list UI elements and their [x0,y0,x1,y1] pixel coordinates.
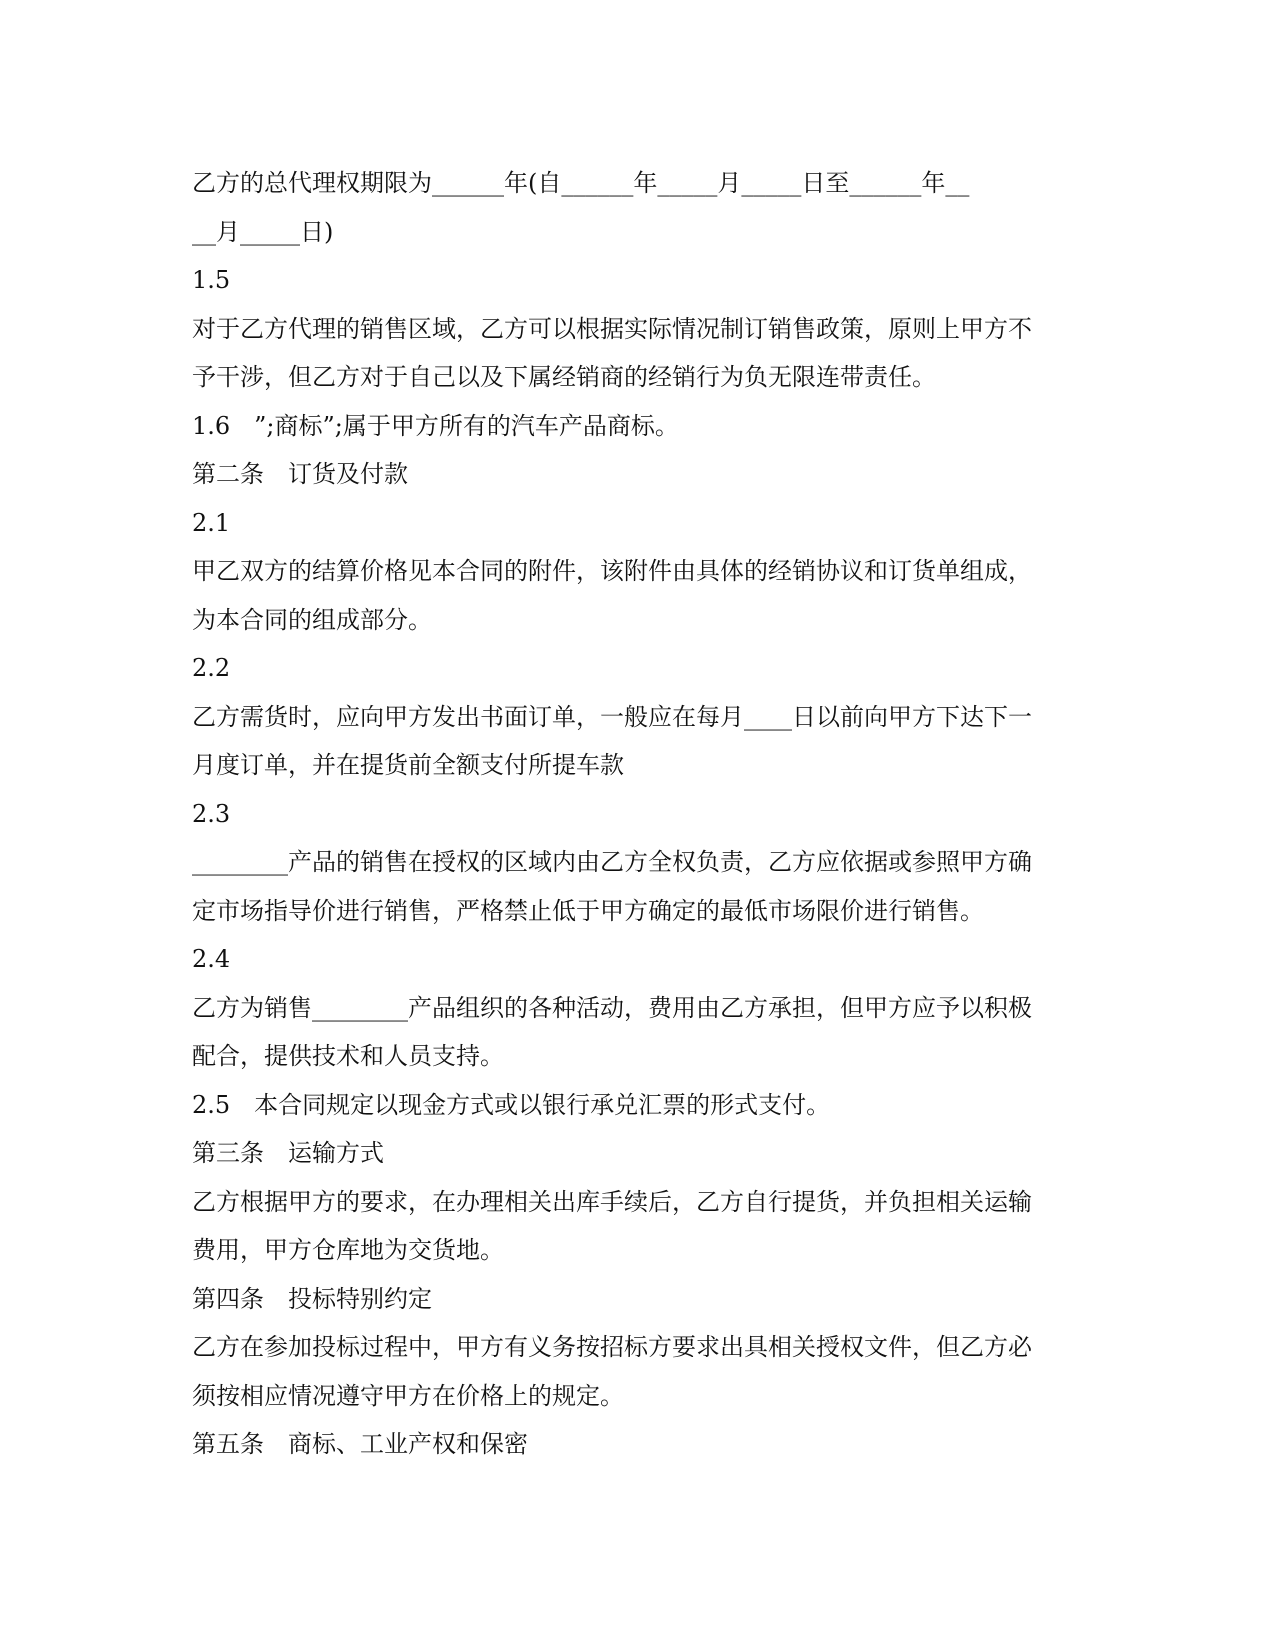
clause-2-5-text: 2.5 本合同规定以现金方式或以银行承兑汇票的形式支付。 [192,1090,831,1119]
clause-number-2-3: 2.3 [192,799,231,828]
clause-number-2-2: 2.2 [192,654,231,682]
clause-number-2-1: 2.1 [192,508,231,537]
article-3-text-cont: 费用，甲方仓库地为交货地。 [192,1236,504,1264]
clause-number-2-4: 2.4 [192,945,231,973]
article-3-text: 乙方根据甲方的要求，在办理相关出库手续后，乙方自行提货，并负担相关运输 [192,1187,1032,1216]
article-5-heading: 第五条 商标、工业产权和保密 [192,1430,528,1458]
term-period-line: 乙方的总代理权期限为______年(自______年_____月_____日至______年__ [192,169,970,197]
article-4-text-cont: 须按相应情况遵守甲方在价格上的规定。 [192,1381,624,1410]
clause-2-1-text: 甲乙双方的结算价格见本合同的附件，该附件由具体的经销协议和订货单组成， [192,557,1032,585]
article-4-text: 乙方在参加投标过程中，甲方有义务按招标方要求出具相关授权文件，但乙方必 [192,1333,1032,1361]
clause-2-4-text: 乙方为销售________产品组织的各种活动，费用由乙方承担，但甲方应予以积极 [192,993,1032,1022]
clause-1-5-text-cont: 予干涉，但乙方对于自己以及下属经销商的经销行为负无限连带责任。 [192,363,936,391]
clause-2-3-text-cont: 定市场指导价进行销售，严格禁止低于甲方确定的最低市场限价进行销售。 [192,896,984,925]
clause-2-4-text-cont: 配合，提供技术和人员支持。 [192,1042,504,1070]
clause-number-1-5: 1.5 [192,266,231,294]
term-period-line-cont: __月_____日) [192,217,334,246]
clause-1-5-text: 对于乙方代理的销售区域，乙方可以根据实际情况制订销售政策，原则上甲方不 [192,314,1032,343]
clause-2-3-text: ________产品的销售在授权的区域内由乙方全权负责，乙方应依据或参照甲方确 [192,848,1032,876]
clause-2-2-text-cont: 月度订单，并在提货前全额支付所提车款 [192,751,624,779]
clause-1-6-text: 1.6 ”;商标”;属于甲方所有的汽车产品商标。 [192,411,679,440]
article-4-heading: 第四条 投标特别约定 [192,1284,432,1313]
article-3-heading: 第三条 运输方式 [192,1139,384,1167]
document-body [192,159,1072,1469]
clause-2-2-text: 乙方需货时，应向甲方发出书面订单，一般应在每月____日以前向甲方下达下一 [192,702,1032,731]
clause-2-1-text-cont: 为本合同的组成部分。 [192,605,432,634]
article-2-heading: 第二条 订货及付款 [192,460,408,488]
